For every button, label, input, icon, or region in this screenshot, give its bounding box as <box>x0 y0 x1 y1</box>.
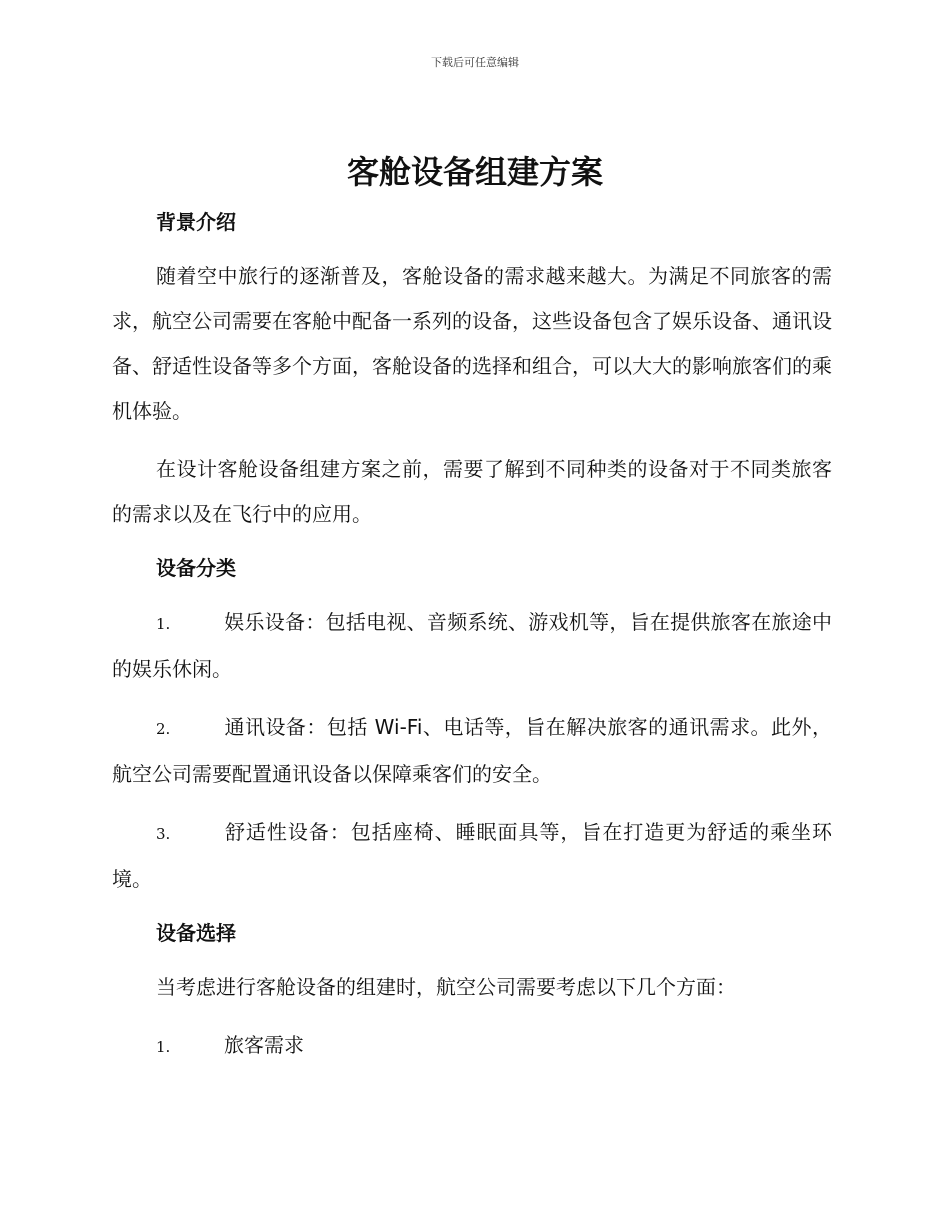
list-item <box>112 705 832 797</box>
list-number: 1. <box>156 615 171 633</box>
background-paragraph-1: 随着空中旅行的逐渐普及，客舱设备的需求越来越大。为满足不同旅客的需求，航空公司需要在客舱中配备一系列的设备，这些设备包含了娱乐设备、通讯设备、舒适性设备等多个方面，客舱设备的选择和组合，可以大大的影响旅客们的乘机体验。 <box>112 264 832 423</box>
list-item-text: 舒适性设备：包括座椅、睡眠面具等，旨在打造更为舒适的乘坐环境。 <box>112 820 832 891</box>
selection-intro: 当考虑进行客舱设备的组建时，航空公司需要考虑以下几个方面： <box>156 975 736 999</box>
background-paragraph-2: 在设计客舱设备组建方案之前，需要了解到不同种类的设备对于不同类旅客的需求以及在飞行中的应用。 <box>112 457 832 526</box>
list-item-text: 娱乐设备：包括电视、音频系统、游戏机等，旨在提供旅客在旅途中的娱乐休闲。 <box>112 610 832 681</box>
list-item <box>112 600 832 692</box>
document-title: 客舱设备组建方案 <box>346 153 603 191</box>
document-body <box>112 204 832 1083</box>
list-number: 3. <box>156 825 171 843</box>
list-number: 1. <box>156 1038 171 1056</box>
list-item <box>112 810 832 902</box>
section-heading-classification: 设备分类 <box>156 556 236 580</box>
list-number: 2. <box>156 720 171 738</box>
section-heading-selection: 设备选择 <box>156 921 236 945</box>
page-header-note: 下载后可任意编辑 <box>431 56 519 69</box>
list-item <box>112 1023 832 1070</box>
list-item-text: 旅客需求 <box>224 1033 304 1057</box>
section-heading-background: 背景介绍 <box>156 210 236 234</box>
list-item-text: 通讯设备：包括 Wi-Fi、电话等，旨在解决旅客的通讯需求。此外，航空公司需要配置通讯设备以保障乘客们的安全。 <box>112 715 832 786</box>
